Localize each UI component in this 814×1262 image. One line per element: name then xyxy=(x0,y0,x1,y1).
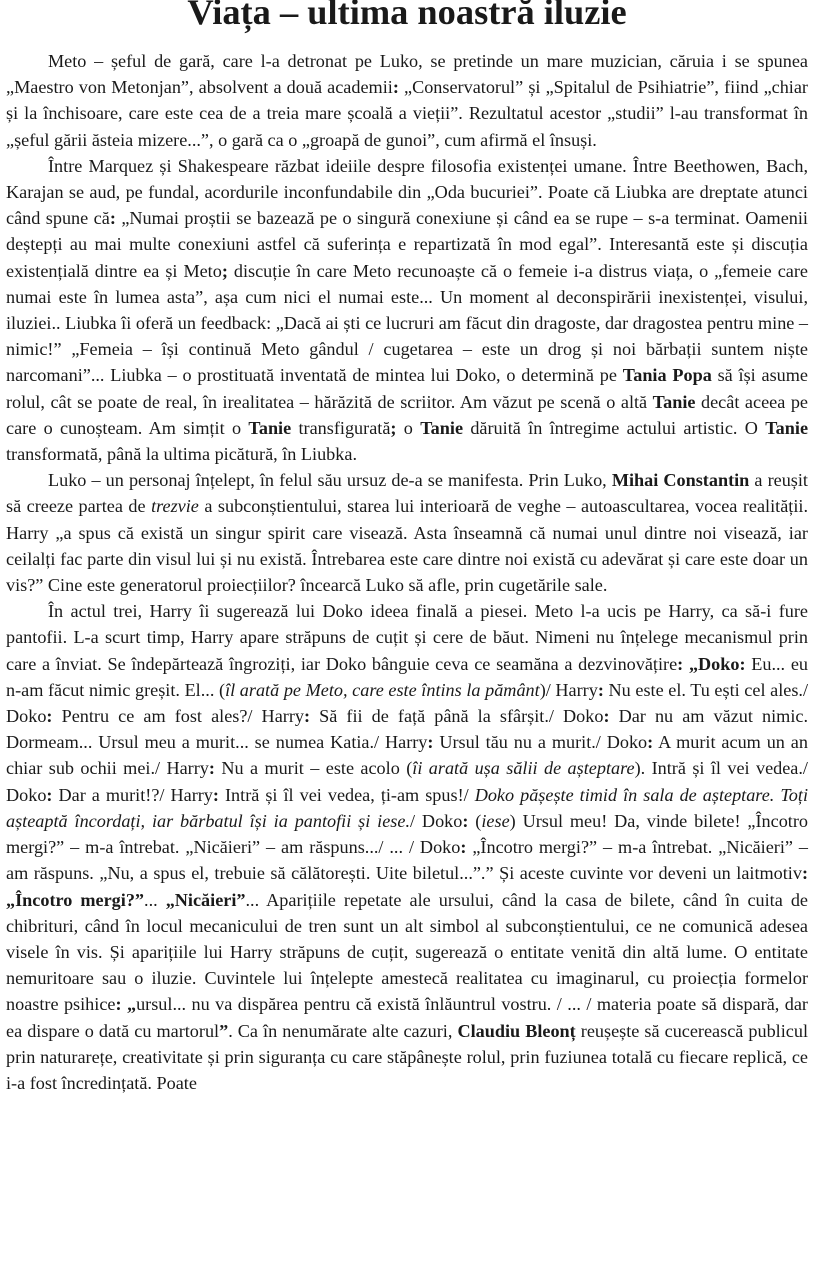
text-run: Tanie xyxy=(248,417,292,438)
text-run: Tanie xyxy=(765,417,809,438)
text-run: „Numai proștii se bazează pe o singură conexiune și când ea se rupe – s-a terminat. Oamenii deștepți au mai multe conexiuni astfel că suferința e repartizată în mod egal”. Interesantă este și discuția existențială dintre ea și Meto xyxy=(6,208,808,281)
text-run: decât aceea pe care o cunoșteam. Am simțit o xyxy=(6,391,808,438)
text-run: . Ca în nenumărate alte cazuri, xyxy=(228,1020,458,1041)
text-run: a subconștientului, starea lui interioară de veghe – autoascultarea, vocea realității. Harry „a spus că există un singur spirit care visează. Asta înseamnă că numai unul dintre noi visează, iar ceilalți fac parte din visul lui și nu există. Întrebarea este care dintre noi există cu adevărat și care este doar un vis?” Cine este generatorul proiecțiilor? încearcă Luko să afle, prin cugetările sale. xyxy=(6,496,808,596)
text-run: „Conservatorul” și „Spitalul de Psihiatrie”, fiind „chiar și la închisoare, care este cea de a treia mare școală a vieții”. Rezultatul acestor „studii” l-au transformat în „șeful gării ăsteia mizere...”, o gară ca o „groapă de gunoi”, cum afirmă el însuși. xyxy=(6,77,808,150)
text-run: Doko pășește timid în sala de așteptare. Toți așteaptă încordați, iar bărbatul își ia pantofii și iese. xyxy=(6,784,808,831)
text-run: Pentru ce am fost ales?/ Harry xyxy=(52,706,304,727)
text-run: iese xyxy=(481,810,510,831)
paragraph-4 xyxy=(6,598,808,1096)
text-run: Mihai Constantin xyxy=(611,470,750,491)
text-run: trezvie xyxy=(151,496,199,517)
text-run: a reușit să creeze partea de xyxy=(6,470,808,517)
text-run: îi arată ușa sălii de așteptare xyxy=(412,758,635,779)
paragraph-2 xyxy=(6,153,808,467)
text-run: : xyxy=(427,732,434,753)
text-run: Să fii de față până la sfârșit./ Doko xyxy=(310,706,604,727)
text-run: : „Doko: xyxy=(677,653,746,674)
text-run: Nu este el. Tu ești cel ales./ Doko xyxy=(6,679,808,727)
article-body xyxy=(6,48,808,1096)
text-run: Ursul tău nu a murit./ Doko xyxy=(433,732,648,753)
text-run: ... xyxy=(144,889,166,910)
text-run: : xyxy=(303,706,311,727)
text-run: : „ xyxy=(115,994,137,1015)
text-run: ” xyxy=(219,1020,229,1041)
paragraph-3 xyxy=(6,467,808,598)
text-run: îl arată pe Meto, care este întins la pământ xyxy=(225,679,540,700)
text-run: Eu... eu n-am făcut nimic greșit. El... ( xyxy=(6,653,808,700)
text-run: transformată, până la ultima picătură, în Liubka. xyxy=(6,444,357,465)
text-run: : xyxy=(462,810,469,831)
text-run: În actul trei, Harry îi sugerează lui Doko ideea finală a piesei. Meto l-a ucis pe Harry, ca să-i fure pantofii. L-a scurt timp, Harry apare străpuns de cuțit și cere de băut. Nimeni nu înțelege mecanismul prin care a înviat. Se îndepărtează îngroziți, iar Doko bânguie ceva ce seamăna a dezvinovățire xyxy=(6,601,808,674)
text-run: A murit acum un an chiar sub ochii mei./ Harry xyxy=(6,732,808,779)
text-run: : xyxy=(212,784,219,805)
text-run: ; xyxy=(221,260,228,281)
text-run: : xyxy=(46,706,53,727)
text-run: ursul... nu va dispărea pentru că există înlăuntrul vostru. / ... / materia poate să dispară, dar ea dispare o dată cu martorul xyxy=(6,994,808,1041)
text-run: ( xyxy=(468,810,482,831)
text-run: ; xyxy=(390,417,397,438)
text-run: Tanie xyxy=(652,391,696,412)
text-run: : xyxy=(597,679,604,700)
text-run: Tania Popa xyxy=(622,365,712,386)
text-run: : xyxy=(392,77,399,98)
text-run: : „Încotro mergi?” xyxy=(6,863,808,910)
text-run: Luko – un personaj înțelept, în felul său ursuz de-a se manifesta. Prin Luko, xyxy=(48,470,612,491)
text-run: dăruită în întregime actului artistic. O xyxy=(463,417,766,438)
text-run: transfigurată xyxy=(291,417,391,438)
text-run: reușește să cucerească publicul prin naturarețe, creativitate și prin siguranța cu care stăpânește rolul, prin fuziunea totală cu fiecare replică, ce i-a fost încredințată. Poate xyxy=(6,1020,809,1093)
text-run: discuție în care Meto recunoaște că o femeie i-a distrus viața, o „femeie care numai este în lumea asta”, așa cum nici el numai este... Un moment al deconspirării inexistenței, visului, iluziei.. Liubka îi oferă un feedback: „Dacă ai ști ce lucruri am făcut din dragoste, dar dragostea pentru mine – nimic!” „Femeia – își continuă Meto gândul / cugetarea – este un drog și noi bărbații suntem niște narcomani”... Liubka – o prostituată inventată de mintea lui Doko, o determină pe xyxy=(6,260,808,386)
text-run: „Încotro mergi?” – m-a întrebat. „Nicăieri” – am răspuns. „Nu, a spus el, trebuie să călătorești. Uite biletul...”.” Și aceste cuvinte vor deveni un laitmotiv xyxy=(6,837,808,884)
text-run: : xyxy=(109,208,116,229)
text-run: : xyxy=(46,784,53,805)
text-run: : xyxy=(208,758,215,779)
text-run: Dar a murit!?/ Harry xyxy=(52,784,213,805)
text-run: o xyxy=(396,417,421,438)
text-run: Meto – șeful de gară, care l-a detronat pe Luko, se pretinde un mare muzician, căruia i se spunea „Maestro von Metonjan”, absolvent a două academii xyxy=(6,51,808,98)
text-run: Intră și îl vei vedea, ți-am spus!/ xyxy=(218,784,475,805)
text-run: Dar nu am văzut nimic. Dormeam... Ursul meu a murit... se numea Katia./ Harry xyxy=(6,706,808,753)
text-run: „Nicăieri” xyxy=(165,889,246,910)
text-run: : xyxy=(603,706,610,727)
text-run: ). Intră și îl vei vedea./ Doko xyxy=(6,758,808,805)
paragraph-1 xyxy=(6,48,808,153)
text-run: Tanie xyxy=(420,417,464,438)
text-run: Nu a murit – este acolo ( xyxy=(214,758,413,779)
text-run: ... Aparițiile repetate ale ursului, când la casa de bilete, când în cuita de chibrituri, când în locul mecanicului de tren sunt un alt simbol al subconștientului, ce ne comunică adesea visele în vis. Și aparițiile lui Harry străpuns de cuțit, sugerează o entitate venită din altă lume. O entitate nemuritoare sau o iluzie. Cuvintele lui înțelepte amestecă realitatea cu imaginarul, cu proiecția formelor noastre psihice xyxy=(6,889,809,1015)
text-run: să își asume rolul, cât se poate de real, în irealitatea – hărăzită de scriitor. Am văzut pe scenă o altă xyxy=(6,365,808,412)
text-run: )/ Harry xyxy=(539,679,598,700)
text-run: Claudiu Bleonț xyxy=(457,1020,576,1041)
text-run: ) Ursul meu! Da, vinde bilete! „Încotro mergi?” – m-a întrebat. „Nicăieri” – am răspuns.../ ... / Doko xyxy=(6,810,809,858)
text-run: / Doko xyxy=(410,810,463,831)
article-title: Viața – ultima noastră iluzie xyxy=(187,0,627,32)
text-run: Între Marquez și Shakespeare răzbat ideiile despre filosofia existenței umane. Între Beethowen, Bach, Karajan se aud, pe fundal, acordurile inconfundabile din „Oda bucuriei”. Poate că Liubka are dreptate atunci când spune că xyxy=(6,155,808,229)
text-run: : xyxy=(460,837,467,858)
text-run: : xyxy=(647,732,654,753)
